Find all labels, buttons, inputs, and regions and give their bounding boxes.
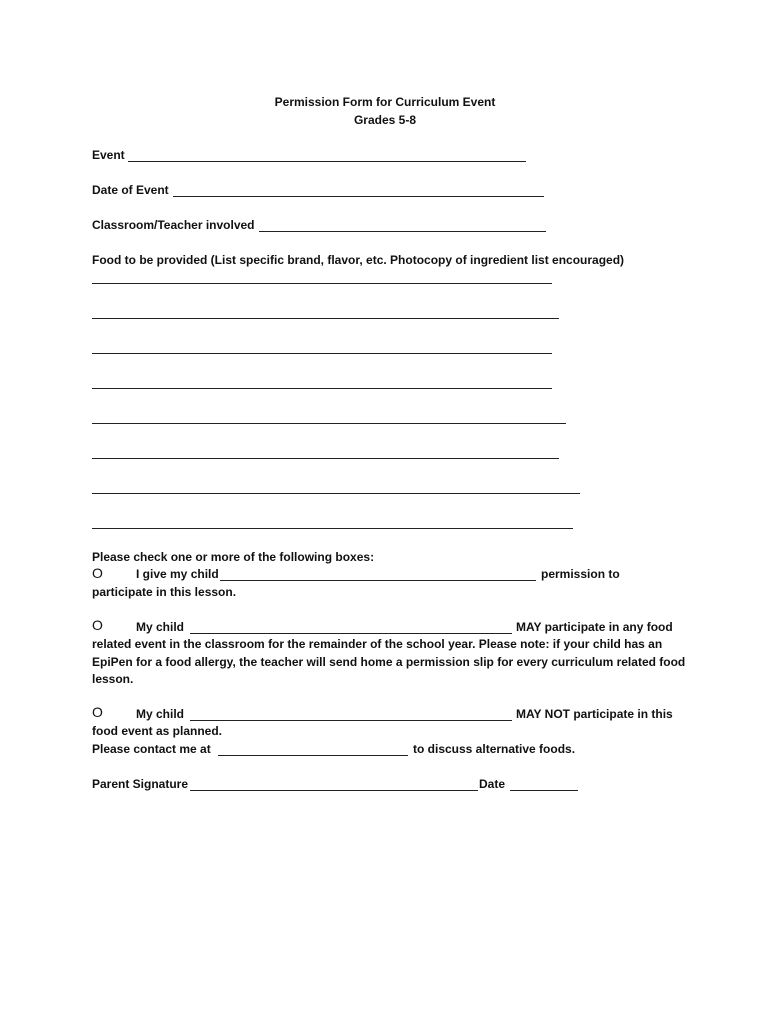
classroom-field[interactable] [259, 231, 546, 232]
option2-tail: MAY participate in any food [516, 620, 673, 634]
event-label: Event [92, 148, 125, 162]
option3-checkbox[interactable]: O [92, 704, 103, 720]
form-subtitle: Grades 5-8 [353, 113, 417, 127]
classroom-label: Classroom/Teacher involved [92, 218, 255, 232]
option1-lead: I give my child [136, 567, 219, 581]
date-field[interactable] [173, 196, 544, 197]
option3-lead: My child [136, 707, 185, 721]
option2-child-name-field[interactable] [190, 633, 512, 634]
food-line[interactable] [92, 493, 580, 494]
signature-field[interactable] [190, 790, 478, 791]
food-line[interactable] [92, 528, 573, 529]
food-line[interactable] [92, 318, 559, 319]
option1-tail: permission to [541, 567, 620, 581]
option2-lead: My child [136, 620, 185, 634]
date-label: Date of Event [92, 183, 169, 197]
option3-line2: food event as planned. [92, 724, 223, 738]
checkbox-prompt: Please check one or more of the following boxes: [92, 550, 375, 564]
contact-lead: Please contact me at [92, 742, 211, 756]
signature-label: Parent Signature [92, 777, 189, 791]
option2-checkbox[interactable]: O [92, 617, 103, 633]
option2-line2: related event in the classroom for the remainder of the school year. Please note: if your child has an [92, 637, 663, 651]
food-line[interactable] [92, 458, 559, 459]
food-line[interactable] [92, 423, 566, 424]
food-line[interactable] [92, 388, 552, 389]
option1-line2: participate in this lesson. [92, 585, 237, 599]
option2-line4: lesson. [92, 672, 134, 686]
date-signed-field[interactable] [510, 790, 578, 791]
option1-checkbox[interactable]: O [92, 565, 103, 581]
event-field[interactable] [128, 161, 526, 162]
option2-line3: EpiPen for a food allergy, the teacher will send home a permission slip for every curriculum related food [92, 655, 686, 669]
contact-phone-field[interactable] [218, 755, 408, 756]
food-line[interactable] [92, 283, 552, 284]
form-title: Permission Form for Curriculum Event [274, 95, 496, 109]
contact-tail: to discuss alternative foods. [413, 742, 576, 756]
option3-child-name-field[interactable] [190, 720, 512, 721]
food-line[interactable] [92, 353, 552, 354]
option1-child-name-field[interactable] [220, 580, 536, 581]
option3-tail: MAY NOT participate in this [516, 707, 673, 721]
date-signed-label: Date [479, 777, 506, 791]
food-label: Food to be provided (List specific brand, flavor, etc. Photocopy of ingredient list encouraged) [92, 253, 625, 267]
